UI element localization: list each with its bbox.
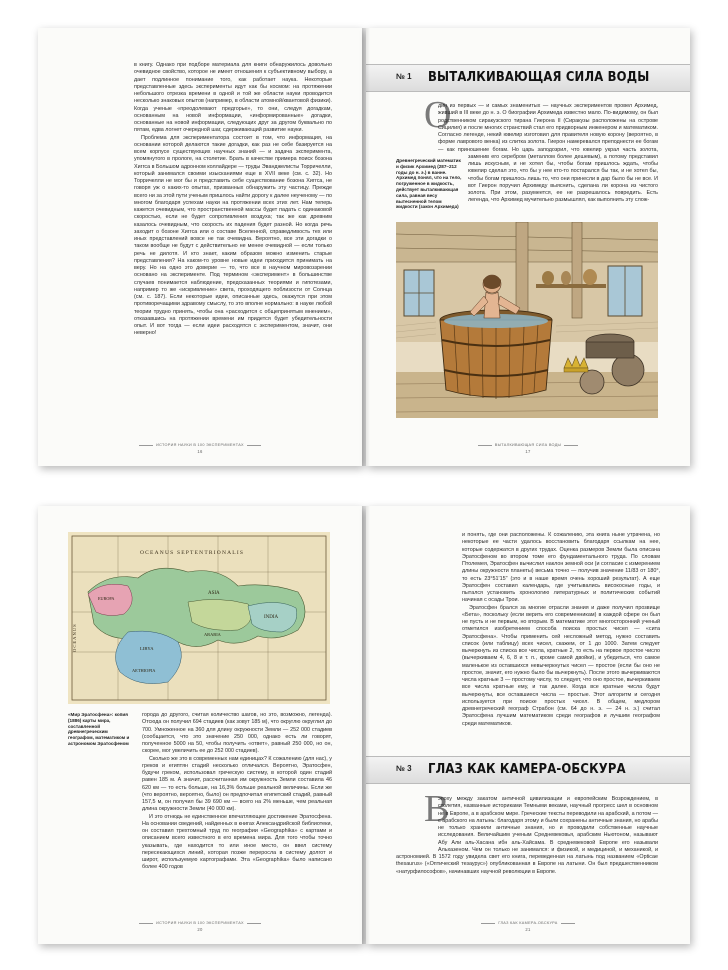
chapter-number: № 1: [396, 72, 412, 81]
running-title: ИСТОРИЯ НАУКИ В 100 ЭКСПЕРИМЕНТАХ: [156, 921, 244, 925]
paragraph: и понять, где они расположены. К сожалению, эта книга ныне утрачена, но некоторые ее части удалось восстановить благодаря ссылкам на нее, которые содержатся в других трудах. Оценка размеров Земли была описана Эратосфеном во втором томе его фундаментального труда. По словам Птолемея, Эратосфен вычислил наклон земной оси (и согласие с измерением длины окружности планеты) весьма точно — получив значение 11/83 от 180°, то есть 23°51'15" (это и в наше время очень хороший результат). А еще Эратосфен составил календарь, где учитывались високосные годы, и пытался установить хронологию литературных и политических событий начиная с осады Трои.: [462, 532, 660, 604]
map-label: OCEANUS SEPTENTRIONALIS: [140, 550, 245, 556]
drop-cap: О: [424, 94, 452, 136]
page-21: [366, 506, 690, 944]
page-number: 16: [197, 449, 203, 454]
paragraph: [396, 796, 658, 876]
paragraph: Проблема для экспериментатора состоит в том, что информация, на основании которой делаются такие догадки, как раз не себе базируется на всем корпусе существующих научных знаний — и задача эксперимента, упомянутого в прологе, на столетие. Брать в качестве примера поиск бозона Хиггса в Большом адронном коллайдере — труды Эванджелисты Торричелли, который занимался своими изысканиями еще в XVII веке (см. с. 32). Но Торричелли не мог бы и представить себе существование бозона Хиггса, не говоря уж о каких-то опытах, призванных обнаружить эту частицу. Прежде всего ни за этой пути ученым пришлось найти дорогу к далее неученому — по многом благодаря успехам науки на протяжении всех этих лет. Нам теперь кажется очевидным, что пространственной массы будет падать с одинаковой скоростью, если не будет сопротивления воздуха; так же как древним казалось очевидным, что скорость их падения будет разной. Но когда речь заходит о бозоне Хиггса или о составе Вселенной, справедливость тех или иных представлений вовсе не так очевидна. Вероятно, все эти догадки о таком вообще не будут с действительно не менее очевидной — если только речь не дилотя. И кто знает, каким образом можно изменить старые представления? На каком-то уровне новые идеи приходится принимать на веру. Но на одно это доверие — то, что все в научном мировоззрении основано на эксперименте. Под термином «эксперимент» в большинстве случаев понимается наблюдение, предсказанных теориями и гипотезами, например то же «искривление» света, проходящего поблизости от Солнца (см. с. 187). Если некоторые идеи, описанные здесь, окажутся при этом противоречащими здравому смыслу, то это вполне нормально: в науке любой теории трудно принять, чтобы она «расходится с общепринятым мнением», отказавшись на протяжении времени им придется будет убедительности опыт. И вот тогда — если идеи расходятся с экспериментом, значит, они неверно!: [134, 134, 332, 337]
dropcap-spacer: [396, 103, 438, 157]
gutter-shadow: [362, 506, 370, 944]
page-number: 17: [525, 449, 531, 454]
page-21-body-bottom: [396, 796, 658, 876]
page-20-footer: [38, 921, 362, 932]
figure-caption: Древнегреческий математик и физик Архимед (287–212 годы до н. э.) в ванне. Архимед понял, что на тело, погруженное в жидкость, действует выталкивающая сила, равная весу вытесненной телом жидкости (закон Архимеда): [396, 158, 462, 210]
chapter-title: ВЫТАЛКИВАЮЩАЯ СИЛА ВОДЫ: [428, 69, 650, 85]
page-21-body-top: [462, 532, 660, 728]
map-label: INDIA: [264, 615, 279, 620]
page-17-footer: [366, 443, 690, 454]
map-label: AETHIOPIA: [132, 668, 156, 673]
eratosthenes-map: [68, 532, 330, 704]
page-number: 21: [525, 927, 531, 932]
paragraph: города до другого, считая количество шагов, но это, возможно, легенда). Отсюда он получил 694 стадиев (как зовут 185 м), что округлю округлил до 700. Умноженное на 360 для длину окружности Земли — 252 000 стадиев (сообщается, что это значение 250 000, однако есть ли говорят, полученное 5000 на 50, чтобы получить «ответ», равный 250 000, но он, скорее, мог увеличить ее до 252 000 стадиев).: [142, 712, 332, 755]
world-map-eratosthenes: [68, 532, 330, 704]
gutter-shadow: [362, 28, 370, 466]
page-21-footer: [366, 921, 690, 932]
running-title: ГЛАЗ КАК КАМЕРА-ОБСКУРА: [498, 921, 558, 925]
map-label: LIBYA: [140, 646, 154, 651]
chapter-title: ГЛАЗ КАК КАМЕРА-ОБСКУРА: [428, 761, 626, 777]
map-label: OCEANUS: [72, 623, 77, 652]
figure-caption: «Мир Эратосфена»: копия (1886) карты мира, составленной древнегреческим географом, математиком и астрономом Эратосфеном: [68, 712, 130, 746]
archimedes-illustration: [396, 222, 658, 418]
page-20: [38, 506, 362, 944]
drop-cap: В: [424, 788, 450, 830]
map-label: EUROPA: [98, 596, 115, 601]
map-label: ARABIA: [204, 632, 221, 637]
page-16-body: [134, 62, 332, 338]
paragraph-text: дин из первых — и самых знаменитых — научных экспериментов провел Архимед, живший в III веке до н. э. О биографии Архимеда известно мало. По-видимому, он был родственником сиракузского тирана Гиерона II (Сиракузы расположены на острове Сицилия) и после многих странствий стал его придворным инженером и математиком. Согласно легенде, некий ювелир изготовил для правителя новую корону (вероятно, в форме лаврового венка) из слитка золота. Гиерон намеревался преподнести ее богам — как приношение богам. Но царь заподозрил, что ювелир украл часть золота, заменив его серебром (металлом более дешевым), а потому представил лишь искусным, и не хотел бы, чтобы богам пришлось ждать, чтобы ювелир сделал это, что бы у нее кто-то постарался бы так, и не хотел бы, чтобы богам пришлось лишь то, что они принесли в дар было бы не все. И вот Гиерон поручил Архимеду выяснить, сделана ли корона из чистого золота. При этом, разумеется, ее не разрешалось повредить. Есть легенда, что Архимед мучительно размышлял, как выполнить эту слож-: [438, 103, 658, 204]
paragraph: в книгу. Однако при подборе материала для книги обнаружилось довольно очевидное свойство, которое не имеет отношения к субъективному выбору, а дает подлинное понимание того, как работает наука. Некоторые представленные здесь эксперименты идут как бы космом: на протяжении небольшого отрезка времени в одной и той же области науки проводится несколько знаковых опытов (например, в области атомной/квантовой физики). Когда ученые «преодолевают предгорье», то они, следуя догадкам, основанным на новой информации, «информированные» догадки, основанные на новой информации, следующих друг за другом буквально по пятам, едва логнет очередной шаг, сдерживающий развитие науки.: [134, 62, 332, 134]
paragraph: Эратосфен брался за многие отрасли знания и даже получил прозвище «Бета», поскольку (если верить его современникам) в каждой сфере он был не пусть и не первым, но вторым. В математике этот многосторонний ученый отметился изобретением способа поиска простых чисел — «сита Эратосфена». Чтобы применить сей несложный метод, нужно составить список (или таблицу) всех чисел, скажем, от 1 до 1000. Затем следует вычеркнуть из списка все числа, кратные 2, то есть на первое простое число (вычеркиваем 4, 6, 8 и т. п., кроме самой двойки), и убедиться, что самое маленькое из оставшихся невычеркнутых чисел — простое (если бы оно не простое, значит, его нужно было бы вычеркнуть). После этого вычеркиваются числа кратные 3 — простому числу, то следует, что оно простое, вычеркиваем все числа кратные ему, и так далее. Когда все кратные числа будут вычеркнуты, все оставшиеся числа — простые. Этот алгоритм и сегодня используется при поиске простых чисел. В общем, медлором древнегреческий географ Страбон (см. 64 до н. э. — 24 н. э.) считал Эратосфена лучшим математиком среди географов и лучшим географом среди математиков.: [462, 604, 660, 727]
chapter-number: № 3: [396, 764, 412, 773]
paragraph: И это отнюдь не единственное впечатляющее достижение Эратосфена. На основании сведений, найденных в книгах Александрийской библиотеки, он составил трехтомный труд по географии «Geographika» с картами и описанием всего известного в его времена мира. Для того чтобы точно указывать, где находится то или иное место, он ввел систему пересекающихся линий, которая позже переросла в систему долгот и широт, используемую картографами. Эта «Geographika» было написано более 400 годов: [142, 813, 332, 871]
page-20-body: [142, 712, 332, 872]
running-title: ИСТОРИЯ НАУКИ В 100 ЭКСПЕРИМЕНТАХ: [156, 443, 244, 447]
dropcap-spacer: [396, 796, 438, 850]
paragraph-text: эпоху между закатом античной цивилизации и европейским Возрождением, в столетия, названные историками Темными веками, научный прогресс шел в основном не в Европе, а в арабском мире. Греческие тексты переводили на арабский, а потом — с арабского на латынь: благодаря этому и были сохранены античные знания, но арабы не только хранили античные знания, но и проводили собственные научные исследования. Величайшим ученым Средневековья, арабским Ньютоном, называют Абу Али аль-Хасана ибн аль-Хайсама. В средневековой Европе его называли Альхазеном. Чем он только не занимался: и физикой, и медициной, и механикой, и астрономией. В 1572 году увидела свет его книга, переведенная на латынь под названием «Opticae thesaurus» («Оптический тезаурус») опубликованная в Европе на латыни. Он был предшественником «натурфилософов», начинавших научной революции в Европе.: [396, 796, 658, 875]
page-17: [366, 28, 690, 466]
page-16: [38, 28, 362, 466]
map-label: ASIA: [208, 591, 220, 596]
archimedes-bath-engraving: [396, 222, 658, 418]
page-number: 20: [197, 927, 203, 932]
page-16-footer: [38, 443, 362, 454]
running-title: ВЫТАЛКИВАЮЩАЯ СИЛА ВОДЫ: [494, 443, 562, 447]
paragraph: Сколько же это в современных нам единицах? К сожалению (для нас), у греков и египтян стадий несколько отличался. Вероятно, Эратосфен, будучи греком, использовал греческую систему, в которой один стадий равен 185 м. А значит, рассчитанная им окружность Земли составила 46 620 км — то есть больше, на 16,3% больше реальной величины. Если же (что вероятно, вероятно, было) он предпочитал египетский стадий, равный 157,5 м, он получил бы 39 690 км — всего на 2% меньше, чем реальная длина окружности Земли (40 000 км).: [142, 755, 332, 813]
